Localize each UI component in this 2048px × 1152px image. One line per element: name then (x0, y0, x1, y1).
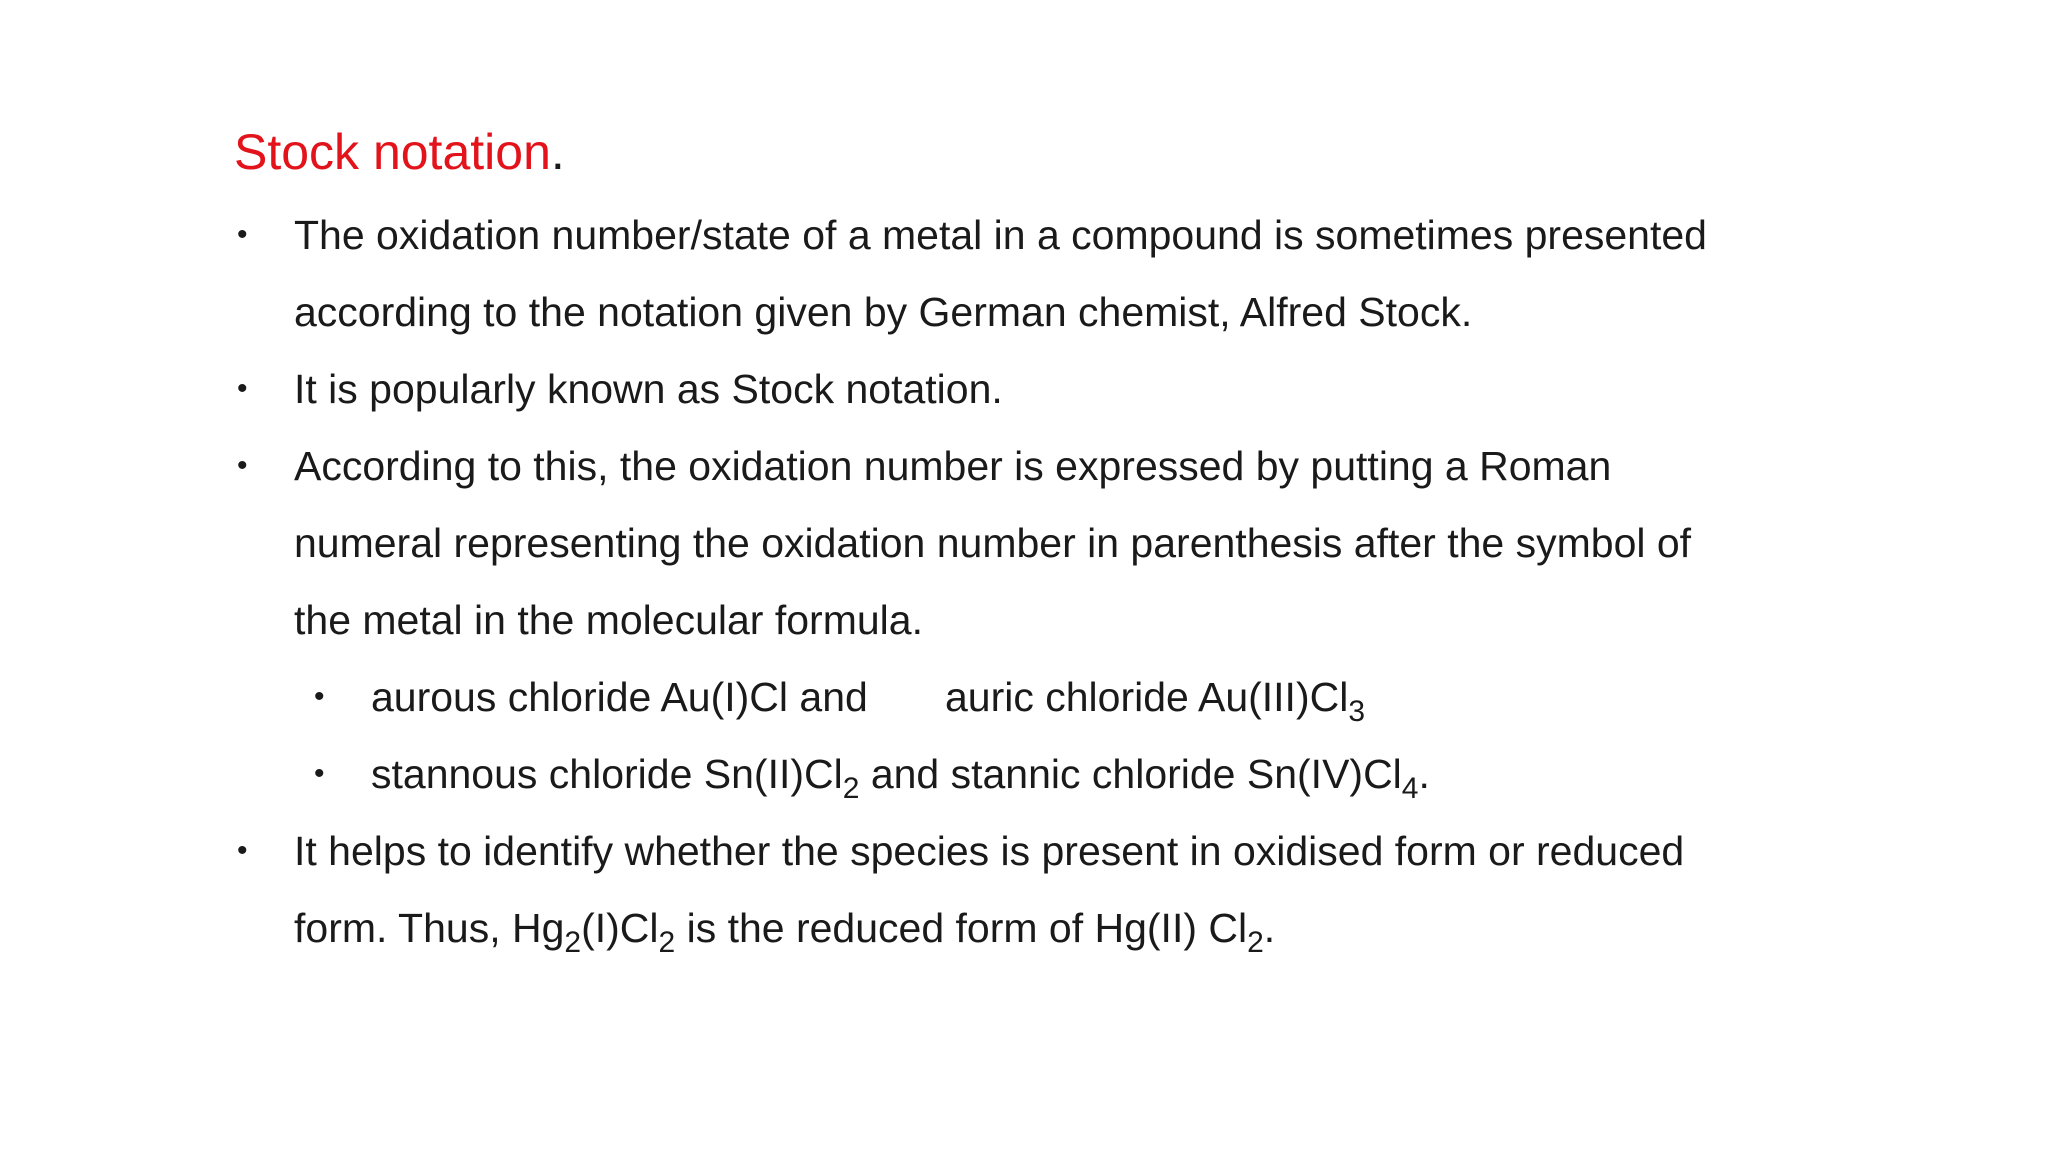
point-3-line-2: numeral representing the oxidation number in parenthesis after the symbol of (294, 520, 1692, 566)
example-2-subscript-a: 2 (842, 772, 860, 805)
example-1-formula: auric chloride Au(III)Cl (945, 674, 1349, 720)
point-4-text-d: . (1263, 905, 1276, 951)
point-1-line-1: The oxidation number/state of a metal in a compound is sometimes presented (294, 212, 1707, 258)
example-1-subscript: 3 (1348, 695, 1366, 728)
point-4-text-c: is the reduced form of Hg(II) Cl (675, 905, 1248, 951)
point-4-line-1: It helps to identify whether the species is present in oxidised form or reduced (294, 828, 1685, 874)
example-2 (371, 749, 1430, 805)
example-2-part-a: stannous chloride Sn(II)Cl (371, 751, 843, 797)
title-period: . (550, 124, 565, 180)
sub-bullet-marker: • (314, 680, 325, 713)
slide-title (234, 118, 565, 186)
sub-bullet-marker: • (314, 757, 325, 790)
example-2-subscript-b: 4 (1401, 772, 1419, 805)
example-1-part-b (945, 672, 1366, 728)
point-2-line-1: It is popularly known as Stock notation. (294, 366, 1003, 412)
point-4-sub-1: 2 (564, 926, 582, 959)
point-4-text-b: (I)Cl (581, 905, 659, 951)
bullet-marker: • (237, 834, 248, 867)
point-4-sub-2: 2 (658, 926, 676, 959)
example-2-part-b: and stannic chloride Sn(IV)Cl (859, 751, 1402, 797)
example-1-part-a: aurous chloride Au(I)Cl and (371, 674, 868, 720)
title-text: Stock notation (234, 124, 551, 180)
point-3-line-1: According to this, the oxidation number is expressed by putting a Roman (294, 443, 1612, 489)
example-2-end: . (1418, 751, 1430, 797)
point-4-sub-3: 2 (1247, 926, 1264, 959)
point-3-line-3: the metal in the molecular formula. (294, 597, 923, 643)
point-4-text-a: form. Thus, Hg (294, 905, 565, 951)
bullet-marker: • (237, 372, 248, 405)
point-4-line-2 (294, 903, 1276, 959)
bullet-marker: • (237, 218, 248, 251)
bullet-marker: • (237, 449, 248, 482)
point-1-line-2: according to the notation given by German chemist, Alfred Stock. (294, 289, 1473, 335)
